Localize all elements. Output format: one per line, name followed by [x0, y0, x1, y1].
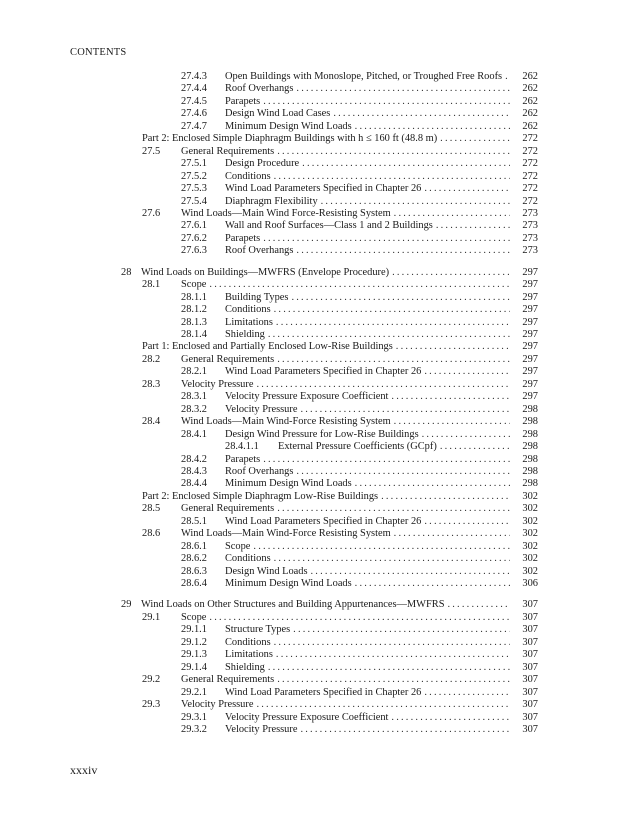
toc-entry-page: 297: [522, 391, 538, 403]
toc-entry[interactable]: [0, 453, 638, 466]
toc-entry-number: 27.5.1: [181, 158, 207, 170]
dot-leader: [392, 266, 510, 279]
dot-leader: [302, 157, 510, 170]
toc-entry-page: 298: [522, 478, 538, 490]
dot-leader: [253, 540, 510, 553]
dot-leader: [277, 145, 510, 158]
dot-leader: [277, 673, 510, 686]
toc-entry[interactable]: [0, 266, 638, 279]
toc-entry-title: Wind Loads on Other Structures and Building Appurtenances—MWFRS: [141, 599, 445, 611]
toc-entry-number: 28.1: [142, 279, 161, 291]
toc-entry-title: General Requirements: [181, 674, 275, 686]
toc-entry-title: Minimum Design Wind Loads: [225, 478, 352, 490]
toc-entry[interactable]: [0, 232, 638, 245]
toc-entry-page: 297: [522, 291, 538, 303]
toc-entry-title: Velocity Pressure Exposure Coefficient: [225, 711, 389, 723]
dot-leader: [424, 365, 510, 378]
toc-entry[interactable]: [0, 415, 638, 428]
toc-entry-number: 29.3: [142, 699, 161, 711]
toc-entry-title: Minimum Design Wind Loads: [225, 578, 352, 589]
toc-entry[interactable]: [0, 673, 638, 686]
toc-entry[interactable]: [0, 207, 638, 220]
toc-entry[interactable]: [0, 598, 638, 611]
dot-leader: [296, 244, 510, 257]
toc-entry-page: 272: [522, 170, 538, 182]
dot-leader: [263, 95, 510, 108]
toc-entry-page: 307: [522, 599, 538, 611]
dot-leader: [440, 440, 510, 453]
toc-entry[interactable]: [0, 195, 638, 208]
toc-entry-number: 27.5.3: [181, 183, 207, 195]
toc-entry[interactable]: [0, 502, 638, 515]
toc-entry-number: 27.5: [142, 145, 161, 157]
toc-entry[interactable]: [0, 648, 638, 661]
toc-entry-title: Wind Loads on Buildings—MWFRS (Envelope Procedure): [141, 266, 390, 278]
toc-entry[interactable]: [0, 291, 638, 304]
toc-entry[interactable]: [0, 157, 638, 170]
toc-entry-number: 27.6: [142, 207, 161, 219]
toc-entry[interactable]: [0, 527, 638, 540]
toc-entry[interactable]: [0, 316, 638, 329]
toc-entry[interactable]: [0, 440, 638, 453]
toc-entry-page: 302: [522, 503, 538, 515]
toc-entry-title: Minimum Design Wind Loads: [225, 120, 352, 132]
toc-entry-title: Conditions: [225, 553, 271, 565]
toc-entry-title: Velocity Pressure Exposure Coefficient: [225, 391, 389, 403]
toc-entry-number: 28.1.4: [181, 329, 207, 340]
toc-entry-title: Wind Load Parameters Specified in Chapter 26: [225, 686, 422, 698]
toc-entry-page: 262: [522, 95, 538, 107]
toc-entry-number: 28.1.1: [181, 291, 207, 303]
toc-entry[interactable]: [0, 711, 638, 724]
toc-entry-number: 27.5.4: [181, 195, 207, 207]
toc-entry-number: 29.1.4: [181, 661, 207, 673]
dot-leader: [381, 490, 510, 503]
toc-entry[interactable]: [0, 107, 638, 120]
page-number: xxxiv: [70, 763, 98, 777]
toc-entry[interactable]: [0, 465, 638, 478]
toc-entry-title: Design Wind Pressure for Low-Rise Buildings: [225, 428, 419, 440]
toc-entry[interactable]: [0, 540, 638, 553]
toc-entry-number: 28.3.1: [181, 391, 207, 403]
toc-entry-number: 27.4.6: [181, 108, 207, 120]
toc-entry[interactable]: [0, 477, 638, 490]
toc-entry-number: 27.5.2: [181, 170, 207, 182]
dot-leader: [424, 686, 510, 699]
dot-leader: [277, 353, 510, 366]
dot-leader: [300, 403, 510, 416]
toc-entry-page: 272: [522, 158, 538, 170]
toc-entry-page: 302: [522, 515, 538, 527]
toc-entry[interactable]: [0, 303, 638, 316]
toc-entry-number: 27.6.2: [181, 232, 207, 244]
toc-entry-number: 29: [121, 599, 132, 611]
toc-entry-page: 297: [522, 341, 538, 353]
toc-entry-number: 28.1.2: [181, 304, 207, 316]
dot-leader: [263, 453, 510, 466]
toc-entry-number: 28.5.1: [181, 515, 207, 527]
toc-entry[interactable]: [0, 278, 638, 291]
toc-entry[interactable]: [0, 698, 638, 711]
dot-leader: [274, 636, 510, 649]
toc-entry[interactable]: [0, 353, 638, 366]
toc-entry-title: Roof Overhangs: [225, 83, 294, 95]
toc-entry-number: 27.4.4: [181, 83, 207, 95]
toc-entry-title: General Requirements: [181, 503, 275, 515]
dot-leader: [505, 70, 510, 83]
dot-leader: [277, 502, 510, 515]
toc-entry-number: 29.2.1: [181, 686, 207, 698]
toc-entry[interactable]: [0, 95, 638, 108]
toc-entry-page: 302: [522, 528, 538, 540]
toc-entry-title: Diaphragm Flexibility: [225, 195, 318, 207]
toc-entry-page: 262: [522, 83, 538, 95]
toc-entry[interactable]: [0, 661, 638, 674]
toc-entry-number: 29.2: [142, 674, 161, 686]
toc-entry-page: 297: [522, 316, 538, 328]
dot-leader: [268, 661, 510, 674]
toc-entry-title: Wind Loads—Main Wind Force-Resisting System: [181, 207, 391, 219]
toc-entry[interactable]: [0, 145, 638, 158]
dot-leader: [394, 415, 510, 428]
dot-leader: [396, 340, 510, 353]
toc-entry-page: 307: [522, 636, 538, 648]
toc-entry-title: Part 2: Enclosed Simple Diaphragm Buildings with h ≤ 160 ft (48.8 m): [142, 133, 438, 145]
toc-entry-number: 27.6.3: [181, 245, 207, 257]
toc-entry-title: Scope: [225, 540, 251, 552]
toc-entry-number: 28.3.2: [181, 403, 207, 415]
toc-entry-page: 273: [522, 207, 538, 219]
toc-entry-page: 307: [522, 699, 538, 711]
toc-entry-page: 297: [522, 366, 538, 378]
toc-entry-title: Parapets: [225, 95, 261, 107]
toc-entry[interactable]: [0, 552, 638, 565]
toc-entry-page: 262: [522, 108, 538, 120]
dot-leader: [422, 428, 510, 441]
toc-entry-page: 307: [522, 711, 538, 723]
toc-entry-title: Part 1: Enclosed and Partially Enclosed Low-Rise Buildings: [142, 341, 393, 353]
toc-entry-page: 297: [522, 279, 538, 291]
toc-entry-page: 272: [522, 145, 538, 157]
toc-entry-page: 306: [522, 578, 538, 589]
toc-entry-number: 28.2.1: [181, 366, 207, 378]
toc-entry-number: 28.4.1: [181, 428, 207, 440]
toc-entry[interactable]: [0, 120, 638, 133]
toc-entry[interactable]: [0, 577, 638, 590]
toc-entry-title: Scope: [181, 611, 207, 623]
toc-entry-page: 272: [522, 133, 538, 145]
toc-entry-page: 298: [522, 441, 538, 453]
toc-entry-title: Velocity Pressure: [181, 699, 254, 711]
toc-entry[interactable]: [0, 170, 638, 183]
dot-leader: [209, 278, 510, 291]
toc-entry[interactable]: [0, 82, 638, 95]
toc-entry-page: 302: [522, 553, 538, 565]
toc-entry-number: 28.2: [142, 353, 161, 365]
toc-entry-title: Wall and Roof Surfaces—Class 1 and 2 Buildings: [225, 220, 433, 232]
toc-entry-page: 272: [522, 195, 538, 207]
dot-leader: [355, 120, 510, 133]
toc-entry-number: 28.6.1: [181, 540, 207, 552]
toc-entry[interactable]: [0, 636, 638, 649]
toc-entry-page: 307: [522, 624, 538, 636]
running-head: CONTENTS: [70, 47, 127, 58]
toc-entry-title: Shielding: [225, 661, 265, 673]
toc-entry-page: 307: [522, 674, 538, 686]
toc-entry-page: 297: [522, 266, 538, 278]
dot-leader: [256, 698, 510, 711]
toc-entry-number: 28.4.4: [181, 478, 207, 490]
dot-leader: [440, 132, 510, 145]
toc-entry-number: 28.5: [142, 503, 161, 515]
toc-entry-title: External Pressure Coefficients (GCpf): [278, 441, 437, 453]
dot-leader: [293, 623, 510, 636]
toc-entry-number: 28.6.2: [181, 553, 207, 565]
toc-entry-number: 27.4.3: [181, 71, 207, 82]
dot-leader: [436, 219, 510, 232]
toc-entry-title: Parapets: [225, 232, 261, 244]
toc-entry-title: Velocity Pressure: [225, 403, 298, 415]
toc-entry-page: 262: [522, 120, 538, 132]
toc-entry-title: Open Buildings with Monoslope, Pitched, or Troughed Free Roofs: [225, 71, 503, 82]
toc-entry-number: 28.4.1.1: [225, 441, 259, 453]
toc-entry-title: Limitations: [225, 316, 273, 328]
toc-entry-page: 297: [522, 304, 538, 316]
toc-entry[interactable]: [0, 515, 638, 528]
toc-entry-page: 272: [522, 183, 538, 195]
toc-entry-title: General Requirements: [181, 145, 275, 157]
toc-entry[interactable]: [0, 390, 638, 403]
toc-entry-title: Wind Load Parameters Specified in Chapter 26: [225, 515, 422, 527]
toc-entry[interactable]: [0, 70, 638, 83]
toc-entry-page: 273: [522, 220, 538, 232]
toc-entry-page: 297: [522, 378, 538, 390]
toc-entry-page: 262: [522, 71, 538, 82]
dot-leader: [296, 82, 510, 95]
toc-entry-page: 297: [522, 329, 538, 340]
toc-entry-number: 28.4: [142, 416, 161, 428]
toc-entry[interactable]: [0, 428, 638, 441]
toc-entry-page: 298: [522, 453, 538, 465]
dot-leader: [424, 182, 510, 195]
dot-leader: [391, 390, 510, 403]
dot-leader: [394, 207, 510, 220]
toc-entry-number: 27.6.1: [181, 220, 207, 232]
toc-entry-page: 302: [522, 565, 538, 577]
toc-entry-title: Roof Overhangs: [225, 465, 294, 477]
toc-entry-title: Velocity Pressure: [181, 378, 254, 390]
toc-entry-page: 307: [522, 723, 538, 735]
dot-leader: [268, 328, 510, 341]
toc-entry-title: Conditions: [225, 170, 271, 182]
toc-entry-number: 27.4.5: [181, 95, 207, 107]
dot-leader: [291, 291, 510, 304]
toc-entry-page: 302: [522, 490, 538, 502]
dot-leader: [300, 723, 510, 736]
toc-entry-title: Scope: [181, 279, 207, 291]
toc-entry-number: 28.6: [142, 528, 161, 540]
toc-entry[interactable]: [0, 132, 638, 145]
toc-entry-title: Wind Loads—Main Wind-Force Resisting System: [181, 528, 391, 540]
toc-entry-title: Wind Load Parameters Specified in Chapter 26: [225, 183, 422, 195]
dot-leader: [296, 465, 510, 478]
dot-leader: [355, 477, 510, 490]
toc-entry-title: Wind Loads—Main Wind-Force Resisting System: [181, 416, 391, 428]
toc-entry-number: 29.3.2: [181, 723, 207, 735]
toc-entry-title: Structure Types: [225, 624, 291, 636]
toc-entry-number: 28.4.3: [181, 465, 207, 477]
toc-entry-page: 307: [522, 649, 538, 661]
toc-entry[interactable]: [0, 723, 638, 736]
toc-entry-page: 307: [522, 661, 538, 673]
dot-leader: [333, 107, 510, 120]
toc-entry-page: 307: [522, 611, 538, 623]
toc-entry-number: 27.4.7: [181, 120, 207, 132]
toc-entry-title: Building Types: [225, 291, 289, 303]
toc-entry-title: Conditions: [225, 304, 271, 316]
toc-entry-title: Limitations: [225, 649, 273, 661]
toc-entry-page: 298: [522, 428, 538, 440]
toc-entry-title: Velocity Pressure: [225, 723, 298, 735]
toc-entry-number: 29.1.3: [181, 649, 207, 661]
dot-leader: [394, 527, 510, 540]
toc-entry[interactable]: [0, 686, 638, 699]
toc-entry-title: Parapets: [225, 453, 261, 465]
toc-entry-page: 298: [522, 416, 538, 428]
dot-leader: [447, 598, 510, 611]
dot-leader: [274, 303, 510, 316]
toc-entry-page: 302: [522, 540, 538, 552]
dot-leader: [311, 565, 510, 578]
toc-entry-title: Design Wind Loads: [225, 565, 308, 577]
dot-leader: [276, 316, 510, 329]
toc-entry[interactable]: [0, 403, 638, 416]
dot-leader: [209, 611, 510, 624]
toc-entry[interactable]: [0, 182, 638, 195]
toc-entry-number: 28.6.3: [181, 565, 207, 577]
toc-entry-number: 29.3.1: [181, 711, 207, 723]
toc-entry-page: 298: [522, 403, 538, 415]
dot-leader: [274, 170, 510, 183]
toc-entry-page: 273: [522, 232, 538, 244]
toc-entry-number: 28.1.3: [181, 316, 207, 328]
toc-entry[interactable]: [0, 244, 638, 257]
toc-entry-title: Shielding: [225, 329, 265, 340]
toc-entry[interactable]: [0, 623, 638, 636]
dot-leader: [263, 232, 510, 245]
toc-entry-title: Conditions: [225, 636, 271, 648]
toc-entry[interactable]: [0, 565, 638, 578]
toc-entry-title: Wind Load Parameters Specified in Chapter 26: [225, 366, 422, 378]
toc-entry[interactable]: [0, 611, 638, 624]
toc-entry-page: 273: [522, 245, 538, 257]
toc-entry-number: 28.4.2: [181, 453, 207, 465]
toc-entry-number: 28.3: [142, 378, 161, 390]
toc-entry[interactable]: [0, 219, 638, 232]
toc-entry[interactable]: [0, 340, 638, 353]
toc-entry-title: Roof Overhangs: [225, 245, 294, 257]
dot-leader: [274, 552, 510, 565]
dot-leader: [321, 195, 510, 208]
toc-entry-number: 29.1: [142, 611, 161, 623]
toc-entry-page: 307: [522, 686, 538, 698]
toc-entry-page: 297: [522, 353, 538, 365]
dot-leader: [256, 378, 510, 391]
toc-entry-number: 29.1.1: [181, 624, 207, 636]
dot-leader: [355, 577, 510, 590]
toc-entry-number: 28.6.4: [181, 578, 207, 589]
toc-entry[interactable]: [0, 378, 638, 391]
toc-entry-number: 29.1.2: [181, 636, 207, 648]
toc-entry[interactable]: [0, 490, 638, 503]
toc-entry-page: 298: [522, 465, 538, 477]
toc-entry-title: General Requirements: [181, 353, 275, 365]
dot-leader: [424, 515, 510, 528]
dot-leader: [276, 648, 510, 661]
toc-entry-title: Design Procedure: [225, 158, 300, 170]
toc-entry-number: 28: [121, 266, 132, 278]
toc-entry[interactable]: [0, 328, 638, 341]
dot-leader: [391, 711, 510, 724]
toc-entry[interactable]: [0, 365, 638, 378]
toc-entry-title: Part 2: Enclosed Simple Diaphragm Low-Rise Buildings: [142, 490, 379, 502]
toc-entry-title: Design Wind Load Cases: [225, 108, 331, 120]
